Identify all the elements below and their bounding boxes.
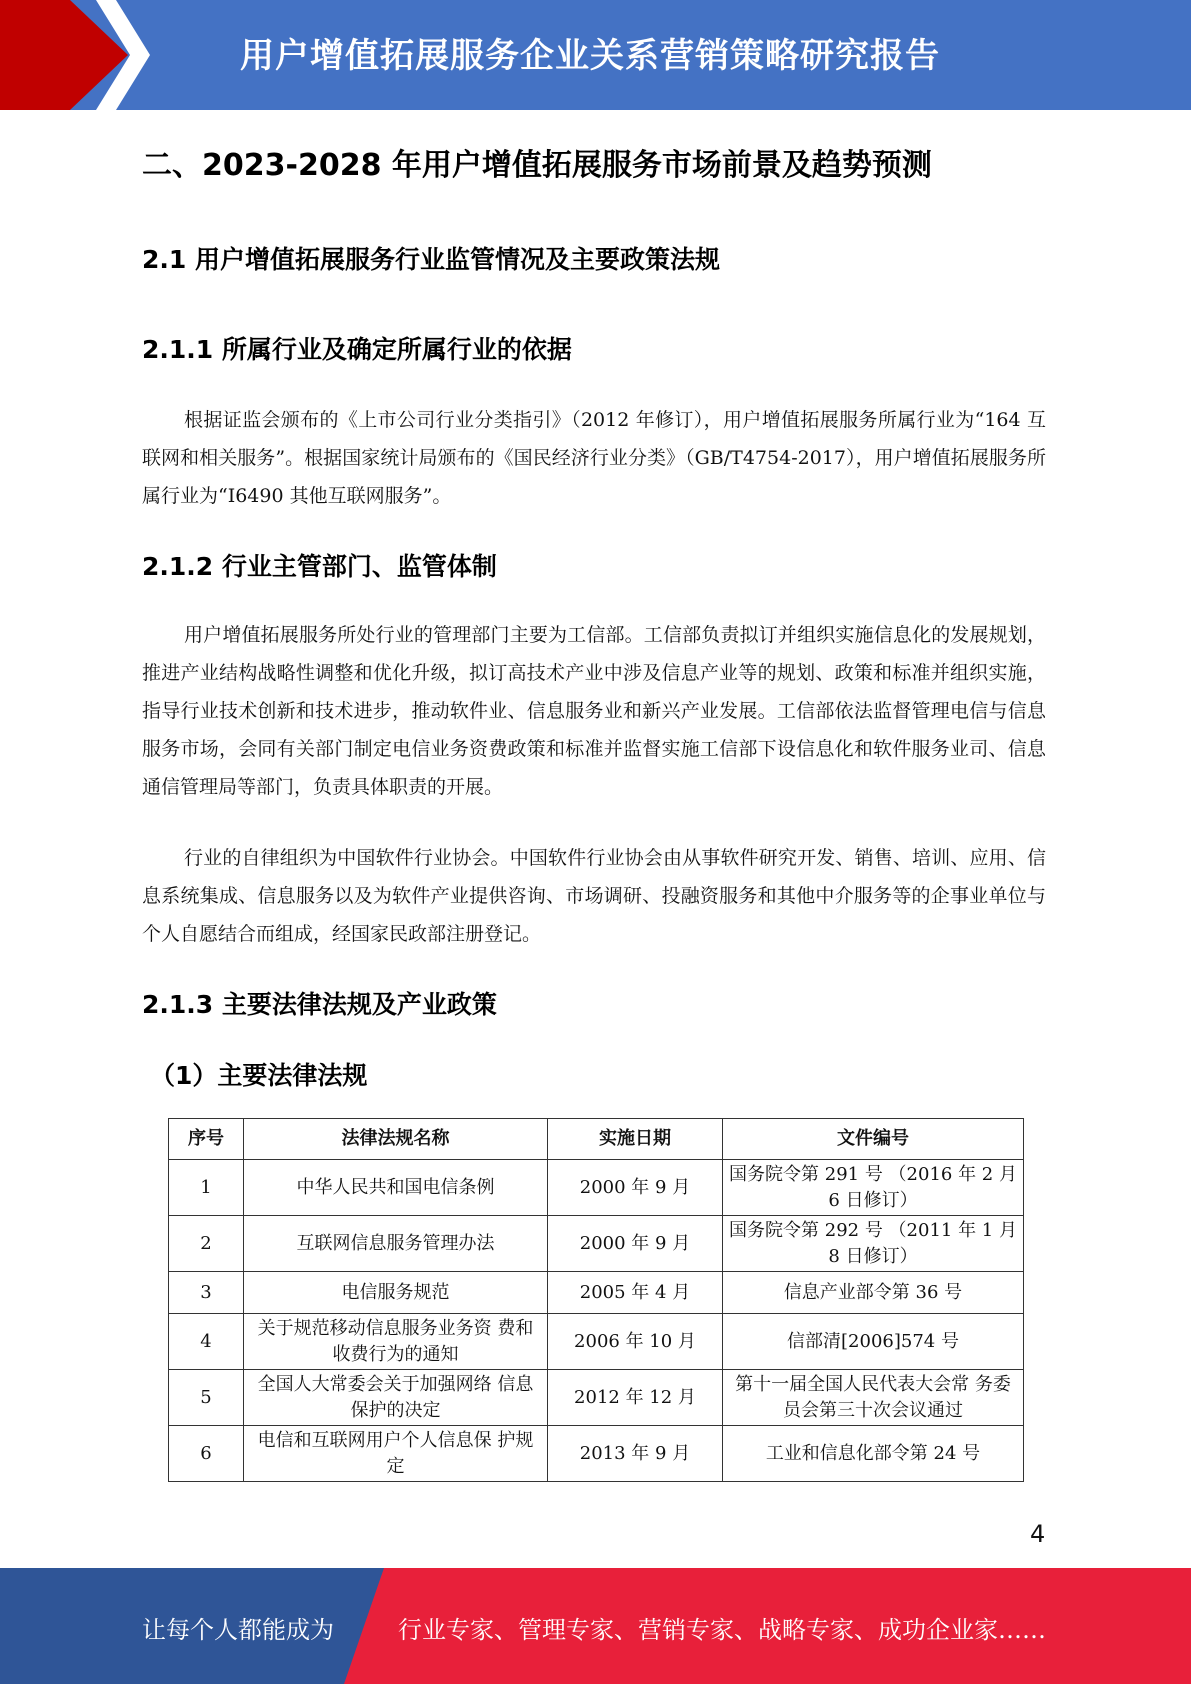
heading-main-laws: （1）主要法律法规 <box>150 1061 368 1090</box>
footer-banner <box>0 1568 1191 1684</box>
table-row <box>169 1272 1024 1314</box>
paragraph-self-regulatory-org: 行业的自律组织为中国软件行业协会。中国软件行业协会由从事软件研究开发、销售、培训、应用、信息系统集成、信息服务以及为软件产业提供咨询、市场调研、投融资服务和其他中介服务等的企事业单位与个人自愿结合而组成，经国家民政部注册登记。 <box>142 847 1046 945</box>
table-cell-date: 2005 年 4 月 <box>548 1272 723 1314</box>
table-row <box>169 1314 1024 1370</box>
table-row <box>169 1426 1024 1482</box>
table-header-row <box>169 1119 1024 1160</box>
heading-2-1-2: 2.1.2 行业主管部门、监管体制 <box>142 552 497 581</box>
table-cell-date: 2000 年 9 月 <box>548 1216 723 1272</box>
table-cell-index: 6 <box>169 1426 244 1482</box>
table-cell-index: 3 <box>169 1272 244 1314</box>
table-cell-name: 全国人大常委会关于加强网络 信息保护的决定 <box>244 1370 548 1426</box>
table-cell-date: 2006 年 10 月 <box>548 1314 723 1370</box>
page-number: 4 <box>1030 1520 1046 1548</box>
subsection-title: 2.1 用户增值拓展服务行业监管情况及主要政策法规 <box>142 245 720 274</box>
table-cell-name: 电信和互联网用户个人信息保 护规定 <box>244 1426 548 1482</box>
heading-2-1-1: 2.1.1 所属行业及确定所属行业的依据 <box>142 335 572 364</box>
laws-table <box>168 1118 1024 1482</box>
table-header-cell: 实施日期 <box>548 1119 723 1160</box>
table-header-cell: 序号 <box>169 1119 244 1160</box>
table-cell-index: 2 <box>169 1216 244 1272</box>
table-cell-doc-number: 工业和信息化部令第 24 号 <box>723 1426 1024 1482</box>
section-title: 二、2023-2028 年用户增值拓展服务市场前景及趋势预测 <box>142 148 932 183</box>
header-banner <box>0 0 1191 110</box>
table-cell-date: 2013 年 9 月 <box>548 1426 723 1482</box>
table-cell-doc-number: 信息产业部令第 36 号 <box>723 1272 1024 1314</box>
table-cell-doc-number: 信部清[2006]574 号 <box>723 1314 1024 1370</box>
table-row <box>169 1216 1024 1272</box>
paragraph-industry-classification: 根据证监会颁布的《上市公司行业分类指引》（2012 年修订），用户增值拓展服务所属行业为“164 互联网和相关服务”。根据国家统计局颁布的《国民经济行业分类》（GB/T4754-2017），用户增值拓展服务所属行业为“I6490 其他互联网服务”。 <box>142 409 1046 507</box>
footer-slogan-right: 行业专家、管理专家、营销专家、战略专家、成功企业家…… <box>398 1616 1046 1644</box>
table-cell-doc-number: 国务院令第 291 号 （2016 年 2 月 6 日修订） <box>723 1160 1024 1216</box>
paragraph-regulator: 用户增值拓展服务所处行业的管理部门主要为工信部。工信部负责拟订并组织实施信息化的发展规划，推进产业结构战略性调整和优化升级，拟订高技术产业中涉及信息产业等的规划、政策和标准并组织实施，指导行业技术创新和技术进步，推动软件业、信息服务业和新兴产业发展。工信部依法监督管理电信与信息服务市场，会同有关部门制定电信业务资费政策和标准并监督实施工信部下设信息化和软件服务业司、信息通信管理局等部门，负责具体职责的开展。 <box>142 624 1046 798</box>
table-cell-date: 2012 年 12 月 <box>548 1370 723 1426</box>
table-row <box>169 1160 1024 1216</box>
table-header-cell: 文件编号 <box>723 1119 1024 1160</box>
footer-slogan-left: 让每个人都能成为 <box>142 1616 334 1644</box>
table-cell-doc-number: 第十一届全国人民代表大会常 务委员会第三十次会议通过 <box>723 1370 1024 1426</box>
table-cell-name: 中华人民共和国电信条例 <box>244 1160 548 1216</box>
header-title: 用户增值拓展服务企业关系营销策略研究报告 <box>240 36 940 76</box>
table-cell-name: 关于规范移动信息服务业务资 费和收费行为的通知 <box>244 1314 548 1370</box>
table-cell-index: 5 <box>169 1370 244 1426</box>
table-row <box>169 1370 1024 1426</box>
table-cell-index: 1 <box>169 1160 244 1216</box>
table-cell-doc-number: 国务院令第 292 号 （2011 年 1 月 8 日修订） <box>723 1216 1024 1272</box>
table-cell-index: 4 <box>169 1314 244 1370</box>
table-header-cell: 法律法规名称 <box>244 1119 548 1160</box>
table-cell-date: 2000 年 9 月 <box>548 1160 723 1216</box>
table-cell-name: 互联网信息服务管理办法 <box>244 1216 548 1272</box>
heading-2-1-3: 2.1.3 主要法律法规及产业政策 <box>142 990 497 1019</box>
table-cell-name: 电信服务规范 <box>244 1272 548 1314</box>
